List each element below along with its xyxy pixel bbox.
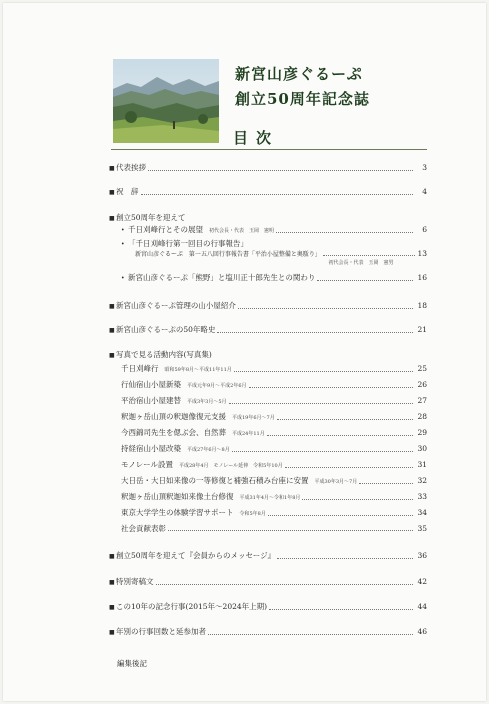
toc-entry-history[interactable]: ■ 新宮山彦ぐるーぷの50年略史 21 [109, 325, 427, 334]
document-page [3, 3, 486, 701]
toc-entry[interactable]: 千日刈峰行 昭和59年8月〜平成11年11月 25 [121, 364, 427, 373]
page-number: 30 [417, 444, 427, 453]
toc-entry-messages[interactable]: ■ 創立50周年を迎えて『会員からのメッセージ』 36 [109, 551, 427, 560]
bullet-icon: ■ [109, 604, 115, 611]
page-number: 46 [417, 627, 427, 636]
toc-entry[interactable]: 持経宿山小屋改築 平成27年6月〜8月 30 [121, 444, 427, 453]
page-number: 33 [417, 492, 427, 501]
toc-entry-congrats[interactable]: ■ 祝 辞 4 [109, 187, 427, 196]
toc-entry[interactable]: 今西錦司先生を偲ぶ会、自然葬 平成24年11月 29 [121, 428, 427, 437]
bullet-icon: ■ [109, 579, 115, 586]
page-number: 28 [417, 412, 427, 421]
bullet-icon: ■ [109, 189, 115, 196]
toc-section-photos[interactable]: ■ 写真で見る活動内容(写真集) [109, 350, 212, 359]
divider [111, 149, 427, 150]
bullet-icon: ■ [109, 327, 115, 334]
page-number: 4 [422, 187, 427, 196]
page-number: 32 [417, 476, 427, 485]
toc-heading: 目次 [233, 129, 280, 147]
page-number: 35 [417, 524, 427, 533]
toc-entry[interactable]: • 新宮山彦ぐるーぷ「熊野」と塩川正十郎先生との関わり 16 [121, 273, 427, 282]
bullet-icon: ■ [109, 303, 115, 310]
page-number: 36 [417, 551, 427, 560]
toc-entry[interactable]: 大日岳・大日如来像の一等修復と補強石積み台座に安置 平成30年3月〜7月 32 [121, 476, 427, 485]
bullet-icon: ■ [109, 165, 115, 172]
toc-entry-events[interactable]: ■ この10年の記念行事(2015年〜2024年上期) 44 [109, 602, 427, 611]
toc-entry-special[interactable]: ■ 特別寄稿文 42 [109, 577, 427, 586]
toc-entry[interactable]: 東京大学学生の体験学習サポート 令和5年8月 34 [121, 508, 427, 517]
page-number: 16 [417, 273, 427, 282]
toc-entry[interactable]: • 千日刈峰行とその展望 初代会長・代表 玉岡 憲明 6 [121, 225, 427, 234]
page-number: 26 [417, 380, 427, 389]
page-number: 18 [417, 301, 427, 310]
toc-entry-huts[interactable]: ■ 新宮山彦ぐるーぷ管理の山小屋紹介 18 [109, 301, 427, 310]
bullet-icon: • [121, 241, 125, 248]
document-subtitle: 創立50周年記念誌 [235, 90, 370, 108]
toc-entry-author: 初代会長・代表 玉岡 憲男 [328, 260, 394, 266]
page-number: 25 [417, 364, 427, 373]
page-number: 21 [417, 325, 427, 334]
toc-entry[interactable]: • 「千日刈峰行第一回目の行事報告」 [121, 239, 248, 248]
bullet-icon: ■ [109, 629, 115, 636]
cover-photo [113, 59, 219, 143]
bullet-icon: • [121, 227, 125, 234]
bullet-icon: • [121, 275, 125, 282]
toc-entry-greeting[interactable]: ■ 代表挨拶 3 [109, 163, 427, 172]
page-number: 44 [417, 602, 427, 611]
page-number: 29 [417, 428, 427, 437]
page-number: 27 [417, 396, 427, 405]
toc-entry[interactable]: 釈迦ヶ岳山頂の釈迦像復元支援 平成19年6月〜7月 28 [121, 412, 427, 421]
toc-entry-annual[interactable]: ■ 年別の行事回数と延参加者 46 [109, 627, 427, 636]
page-number: 3 [422, 163, 427, 172]
bullet-icon: ■ [109, 352, 115, 359]
toc-section-anniversary[interactable]: ■ 創立50周年を迎えて [109, 213, 186, 222]
page-number: 34 [417, 508, 427, 517]
page-number: 31 [417, 460, 427, 469]
toc-entry[interactable]: 釈迦ヶ岳山頂釈迦如来像土台修復 平成31年4月〜令和1年8月 33 [121, 492, 427, 501]
bullet-icon: ■ [109, 553, 115, 560]
toc-entry[interactable]: 平治宿山小屋建替 平成3年3月〜5月 27 [121, 396, 427, 405]
bullet-icon: ■ [109, 215, 115, 222]
page-number: 42 [417, 577, 427, 586]
mountain-landscape-photo [113, 59, 219, 143]
page-number: 13 [417, 249, 427, 258]
toc-entry-postscript[interactable]: 編集後記 [117, 659, 147, 668]
toc-entry[interactable]: 社会貢献表彰 35 [121, 524, 427, 533]
document-title: 新宮山彦ぐるーぷ [235, 65, 363, 83]
toc-entry[interactable]: モノレール設置 平成28年4月 モノレール延伸 令和5年10月 31 [121, 460, 427, 469]
toc-entry-continued[interactable]: 新宮山彦ぐるーぷ 第一五八回行事報告書「平治小屋整備と奥駈り」 13 [135, 249, 427, 258]
page-number: 6 [422, 225, 427, 234]
toc-entry[interactable]: 行仙宿山小屋新築 平成元年9月〜平成2年6月 26 [121, 380, 427, 389]
